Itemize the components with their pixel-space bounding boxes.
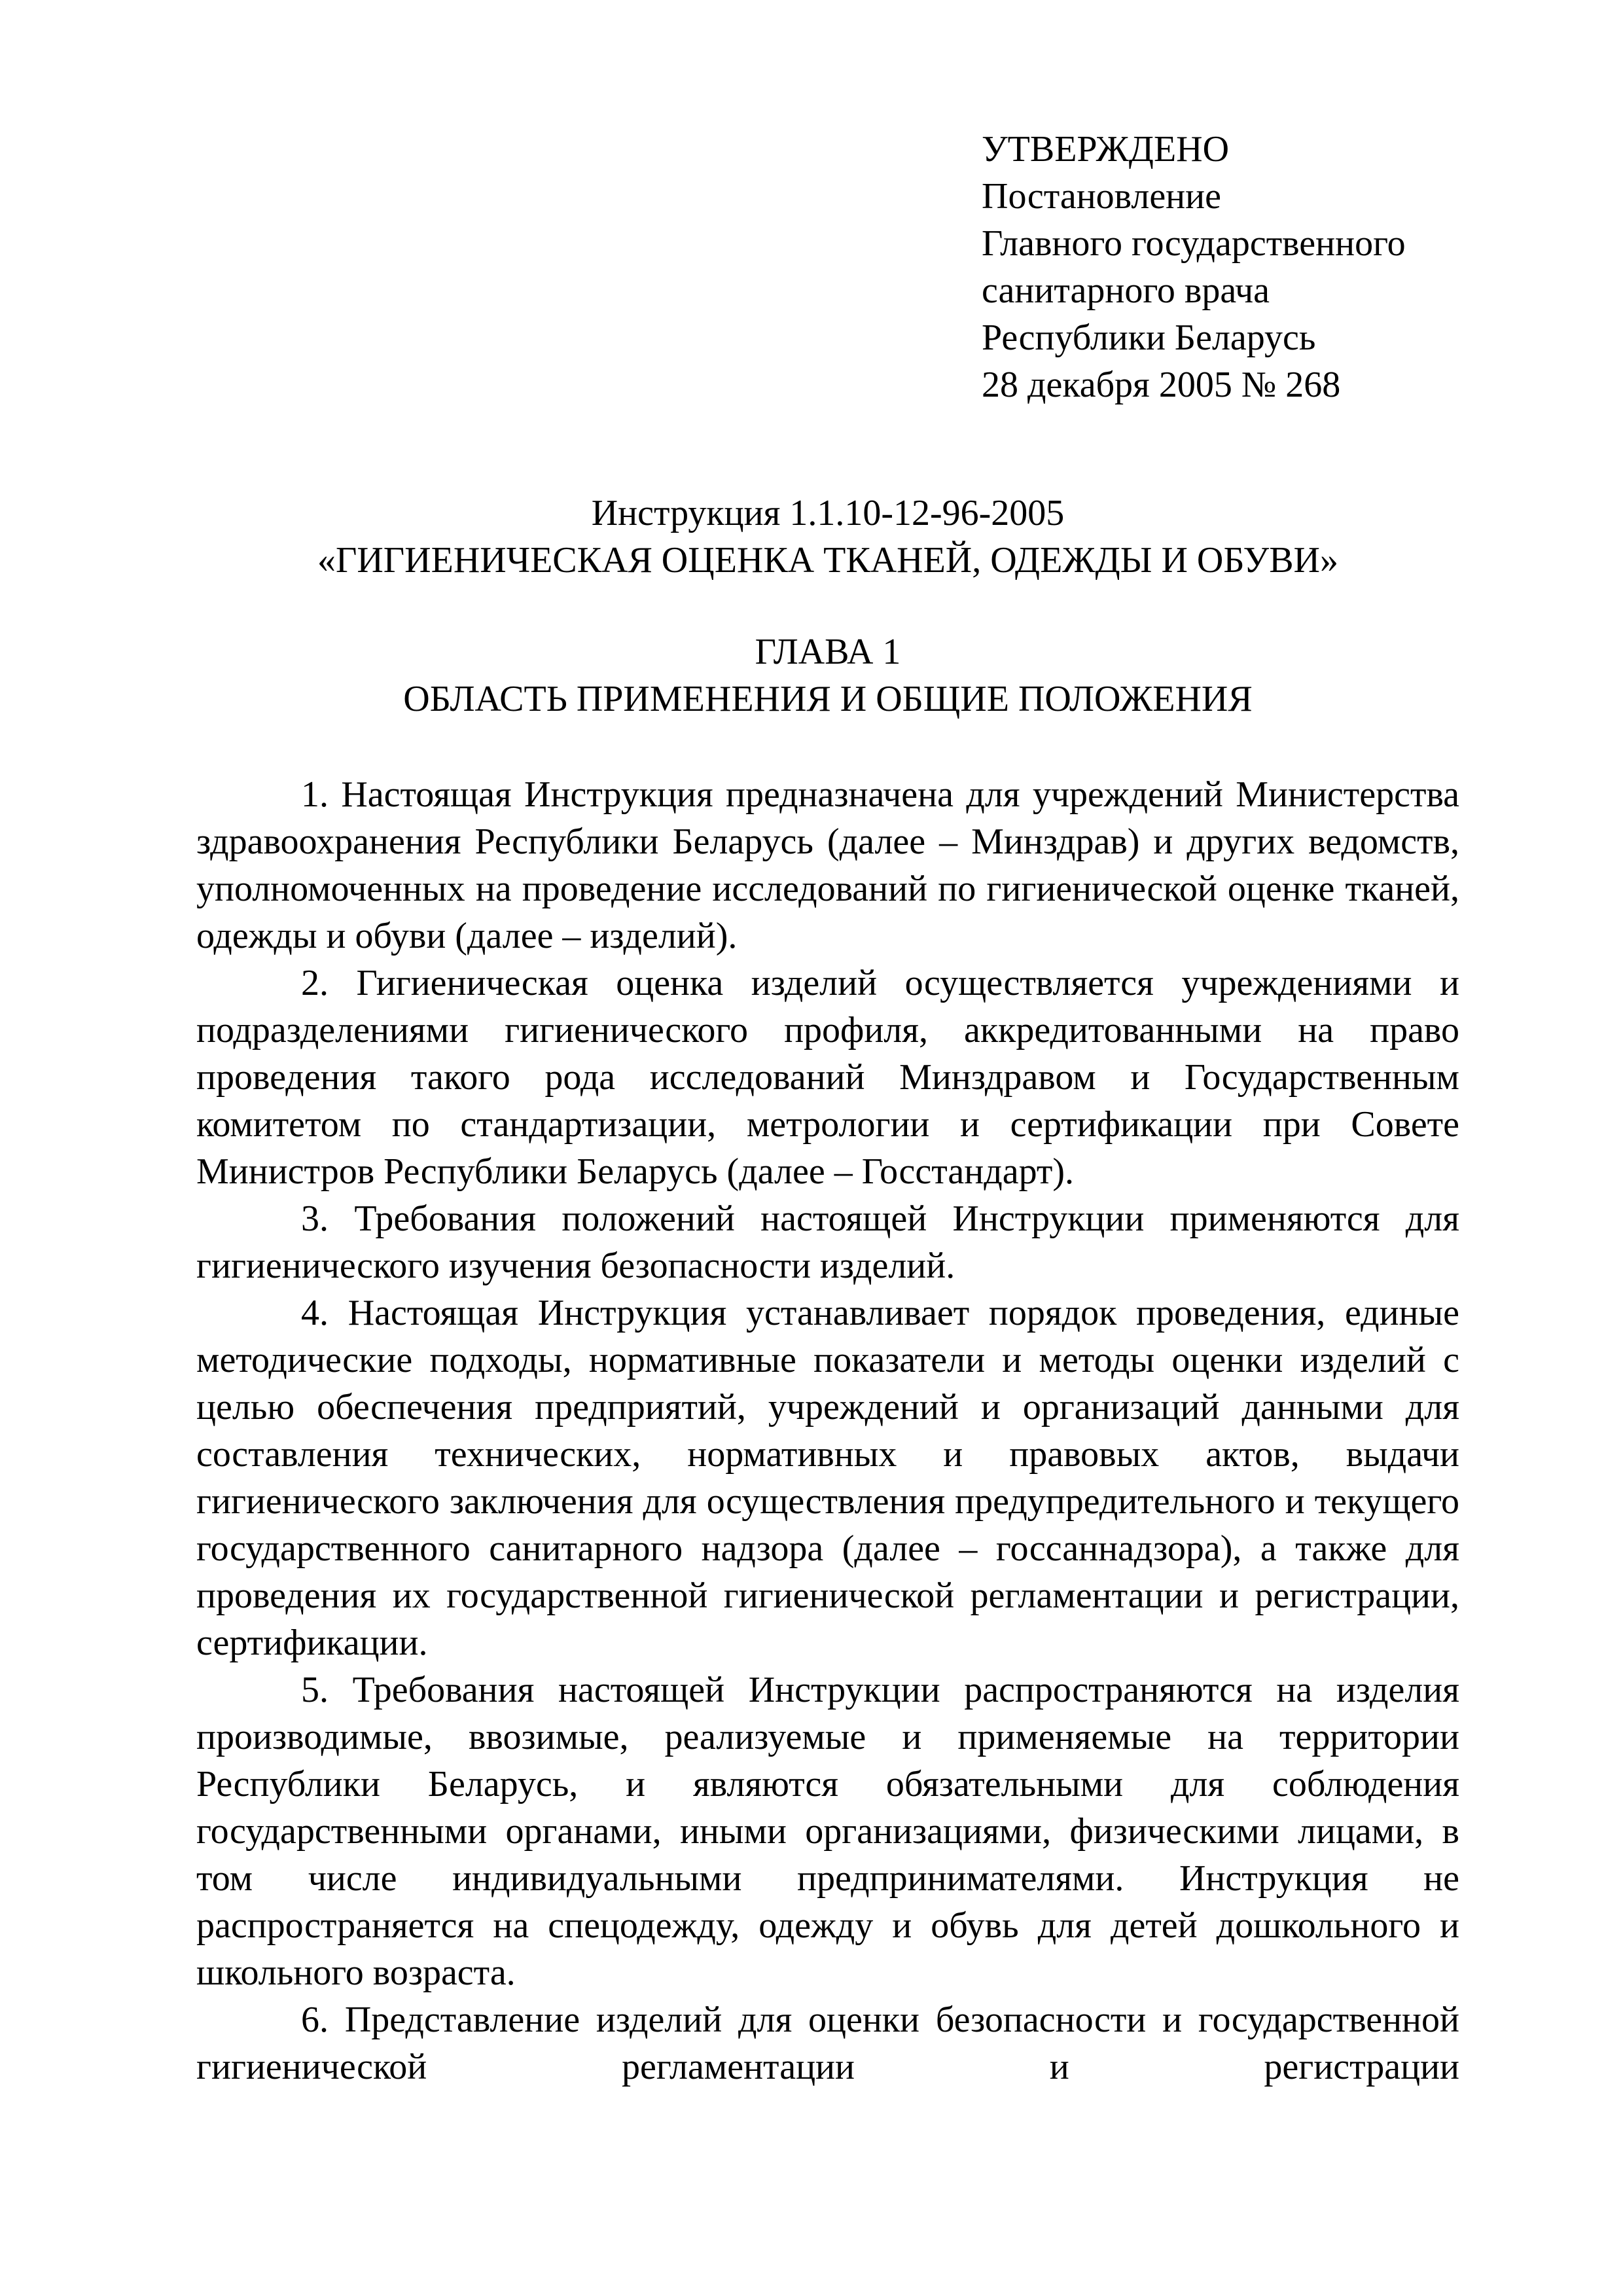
approval-stamp — [982, 126, 1518, 408]
document-body — [196, 771, 1459, 2090]
paragraph-3: 3. Требования положений настоящей Инструкции применяются для гигиенического изучения безопасности изделий. — [196, 1198, 1459, 1286]
approval-line: санитарного врача — [982, 270, 1270, 311]
paragraph-5: 5. Требования настоящей Инструкции распространяются на изделия производимые, ввозимые, реализуемые и применяемые на территории Республики Беларусь, и являются обязательными для соблюдения государственными органами, иными организациями, физическими лицами, в том числе индивидуальными предпринимателями. Инструкция не распространяется на спецодежду, одежду и обувь для детей дошкольного и школьного возраста. — [196, 1670, 1459, 1993]
approval-line: Республики Беларусь — [982, 317, 1316, 358]
chapter-number: ГЛАВА 1 — [755, 632, 901, 672]
paragraph-1: 1. Настоящая Инструкция предназначена для учреждений Министерства здравоохранения Республики Беларусь (далее – Минздрав) и других ведомств, уполномоченных на проведение исследований по гигиенической оценке тканей, одежды и обуви (далее – изделий). — [196, 774, 1459, 956]
instruction-name: «ГИГИЕНИЧЕСКАЯ ОЦЕНКА ТКАНЕЙ, ОДЕЖДЫ И ОБУВИ» — [317, 540, 1338, 581]
instruction-number: Инструкция 1.1.10-12-96-2005 — [591, 493, 1065, 533]
paragraph-6: 6. Представление изделий для оценки безопасности и государственной гигиенической регламентации и регистрации — [196, 2000, 1459, 2087]
chapter-heading — [196, 628, 1459, 723]
approval-line: Главного государственного — [982, 223, 1406, 264]
chapter-name: ОБЛАСТЬ ПРИМЕНЕНИЯ И ОБЩИЕ ПОЛОЖЕНИЯ — [403, 679, 1253, 719]
approval-line: Постановление — [982, 176, 1221, 217]
approval-line: 28 декабря 2005 № 268 — [982, 365, 1341, 405]
paragraph-4: 4. Настоящая Инструкция устанавливает порядок проведения, единые методические подходы, нормативные показатели и методы оценки изделий с целью обеспечения предприятий, учреждений и организаций данными для составления технических, нормативных и правовых актов, выдачи гигиенического заключения для осуществления предупредительного и текущего государственного санитарного надзора (далее – госсаннадзора), а также для проведения их государственной гигиенической регламентации и регистрации, сертификации. — [196, 1293, 1459, 1663]
document-title — [196, 490, 1459, 584]
paragraph-2: 2. Гигиеническая оценка изделий осуществляется учреждениями и подразделениями гигиенического профиля, аккредитованными на право проведения такого рода исследований Минздравом и Государственным комитетом по стандартизации, метрологии и сертификации при Совете Министров Республики Беларусь (далее – Госстандарт). — [196, 963, 1459, 1192]
approval-line: УТВЕРЖДЕНО — [982, 129, 1230, 170]
